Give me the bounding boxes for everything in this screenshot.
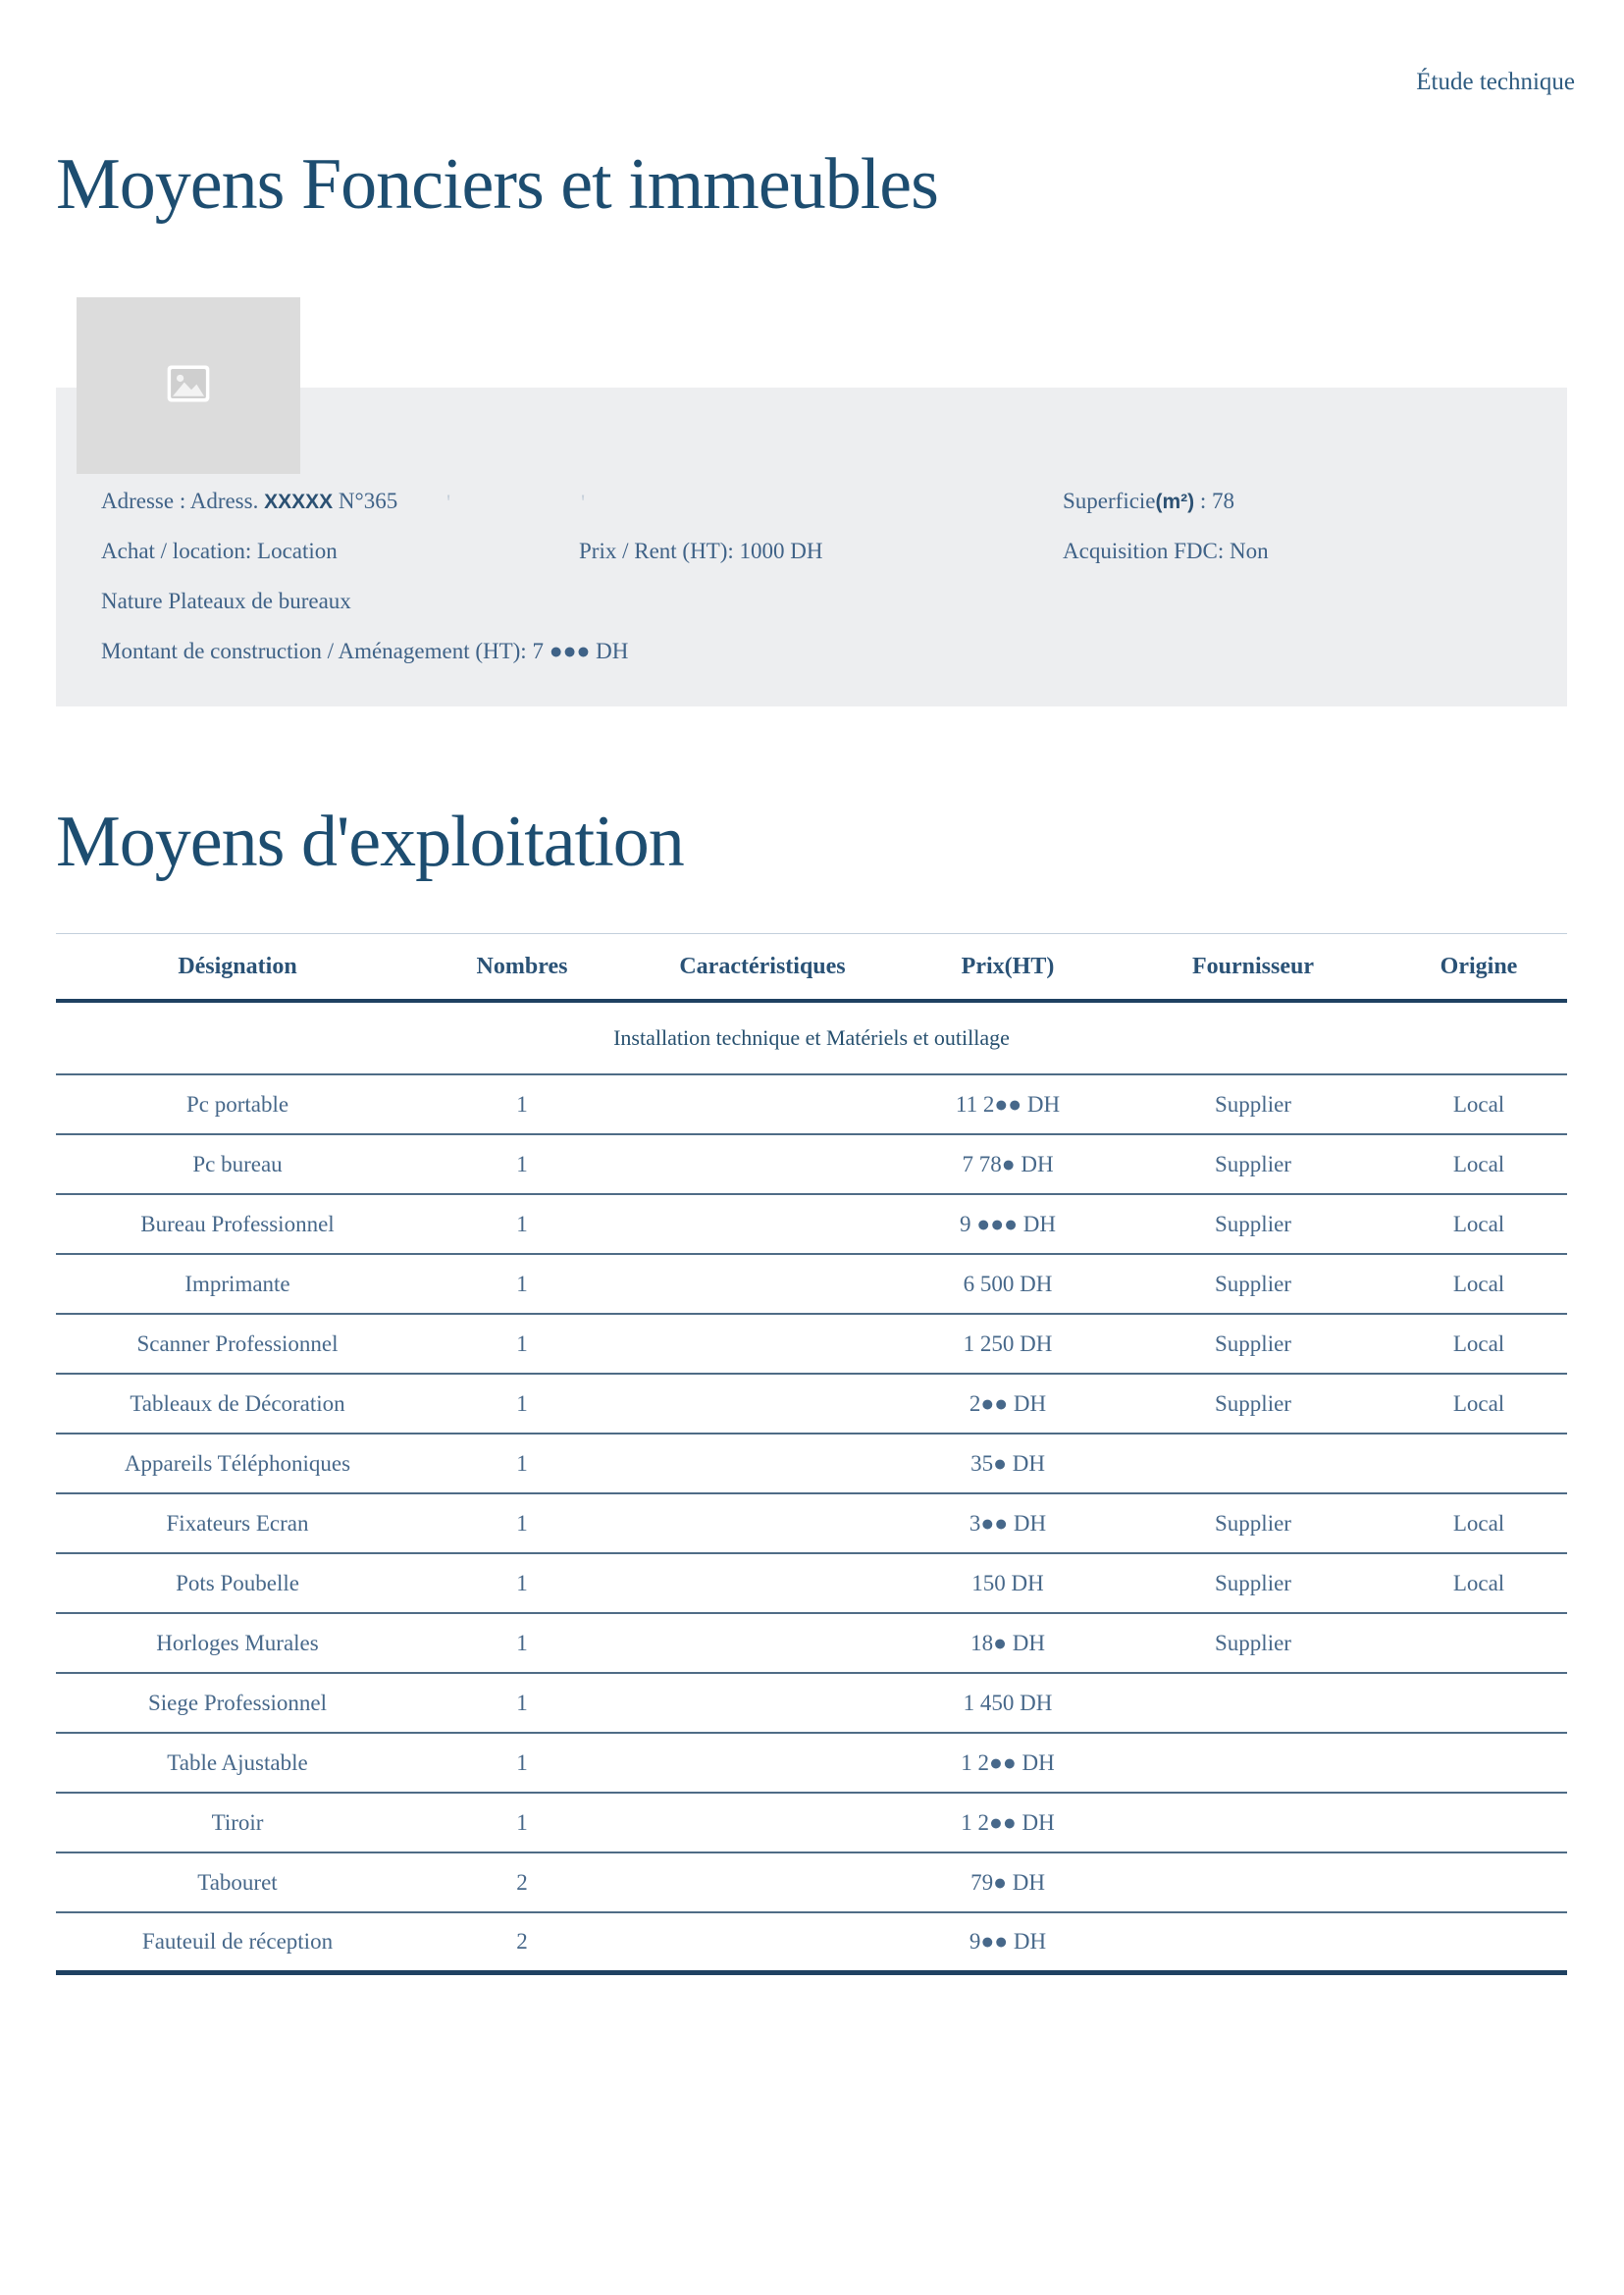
caracteristiques-cell: [625, 1134, 900, 1194]
nombres-cell: 1: [516, 1749, 528, 1775]
prix-header: Prix(HT): [961, 953, 1055, 979]
fournisseur-cell: Supplier: [1215, 1390, 1291, 1416]
prix-cell: 150 DH: [971, 1570, 1044, 1595]
fournisseur-cell: [1116, 1852, 1390, 1912]
caracteristiques-cell: [625, 1733, 900, 1793]
nombres-cell: 1: [516, 1450, 528, 1476]
property-image-placeholder: [77, 297, 300, 474]
prix-cell: 79● DH: [970, 1869, 1045, 1895]
origine-cell: Local: [1452, 1151, 1505, 1176]
origine-cell: Local: [1452, 1510, 1505, 1536]
document-type-label: Étude technique: [1416, 69, 1575, 95]
table-row: [56, 1314, 1567, 1374]
designation-cell: Appareils Téléphoniques: [124, 1450, 351, 1476]
nombres-cell: 1: [516, 1271, 528, 1296]
designation-cell: Pc portable: [185, 1091, 289, 1117]
nombres-cell: 1: [516, 1630, 528, 1655]
fournisseur-cell: Supplier: [1215, 1211, 1291, 1236]
origine-cell: Local: [1452, 1330, 1505, 1356]
caracteristiques-cell: [625, 1793, 900, 1852]
prix-cell: 7 78● DH: [962, 1151, 1054, 1176]
field-acquisition-fdc: Acquisition FDC: Non: [1063, 539, 1269, 563]
caracteristiques-cell: [625, 1493, 900, 1553]
prix-cell: 35● DH: [970, 1450, 1045, 1476]
prix-cell: 1 2●● DH: [961, 1809, 1055, 1835]
table-row: [56, 1134, 1567, 1194]
nombres-cell: 1: [516, 1091, 528, 1117]
adresse-redacted-value: XXXXX: [264, 491, 334, 513]
caracteristiques-cell: [625, 1374, 900, 1434]
table-row: [56, 1553, 1567, 1613]
ghost-mark: ': [581, 491, 586, 515]
fournisseur-cell: [1116, 1673, 1390, 1733]
origine-cell: Local: [1452, 1570, 1505, 1595]
nombres-cell: 1: [516, 1330, 528, 1356]
designation-cell: Table Ajustable: [167, 1749, 308, 1775]
designation-header: Désignation: [178, 953, 297, 979]
designation-cell: Scanner Professionnel: [136, 1330, 339, 1356]
nombres-cell: 2: [516, 1928, 528, 1954]
adresse-number: N°365: [338, 489, 398, 513]
fournisseur-cell: Supplier: [1215, 1570, 1291, 1595]
caracteristiques-cell: [625, 1673, 900, 1733]
nombres-cell: 1: [516, 1510, 528, 1536]
origine-cell: [1390, 1613, 1567, 1673]
caracteristiques-cell: [625, 1553, 900, 1613]
field-achat-location: Achat / location: Location: [101, 539, 338, 563]
field-prix-rent: Prix / Rent (HT): 1000 DH: [579, 539, 823, 563]
field-superficie: [1063, 489, 1234, 514]
broken-image-icon: [166, 364, 211, 408]
caracteristiques-cell: [625, 1314, 900, 1374]
prix-cell: 1 450 DH: [963, 1690, 1053, 1715]
table-row: [56, 1793, 1567, 1852]
fonciers-section-title: Moyens Fonciers et immeubles: [56, 144, 938, 225]
table-row: [56, 1613, 1567, 1673]
prix-cell: 9●● DH: [969, 1928, 1047, 1954]
prix-cell: 6 500 DH: [963, 1271, 1053, 1296]
exploitation-section-title: Moyens d'exploitation: [56, 802, 684, 882]
caracteristiques-cell: [625, 1074, 900, 1134]
table-row: [56, 1493, 1567, 1553]
table-row: [56, 1374, 1567, 1434]
table-row: [56, 1673, 1567, 1733]
fournisseur-cell: [1116, 1434, 1390, 1493]
field-adresse: [101, 489, 397, 514]
prix-cell: 11 2●● DH: [955, 1091, 1061, 1117]
nombres-cell: 1: [516, 1809, 528, 1835]
fournisseur-cell: Supplier: [1215, 1271, 1291, 1296]
origine-cell: Local: [1452, 1091, 1505, 1117]
caracteristiques-header: Caractéristiques: [679, 953, 846, 979]
nombres-cell: 1: [516, 1570, 528, 1595]
nombres-cell: 1: [516, 1211, 528, 1236]
designation-cell: Pc bureau: [192, 1151, 283, 1176]
origine-cell: [1390, 1852, 1567, 1912]
caracteristiques-cell: [625, 1613, 900, 1673]
designation-cell: Tabouret: [197, 1869, 278, 1895]
table-row: [56, 1254, 1567, 1314]
fournisseur-cell: [1116, 1793, 1390, 1852]
nombres-cell: 1: [516, 1690, 528, 1715]
adresse-label: Adresse : Adress.: [101, 489, 259, 513]
nombres-header: Nombres: [476, 953, 568, 979]
origine-cell: Local: [1452, 1211, 1505, 1236]
designation-cell: Fauteuil de réception: [141, 1928, 334, 1954]
table-row: [56, 1733, 1567, 1793]
table-group-row: [56, 1001, 1567, 1074]
superficie-unit: (m²): [1155, 491, 1195, 513]
table-row: [56, 1912, 1567, 1972]
fournisseur-cell: Supplier: [1215, 1510, 1291, 1536]
designation-cell: Pots Poubelle: [176, 1570, 299, 1595]
origine-cell: [1390, 1912, 1567, 1972]
caracteristiques-cell: [625, 1254, 900, 1314]
prix-cell: 3●● DH: [969, 1510, 1047, 1536]
fournisseur-cell: Supplier: [1215, 1091, 1291, 1117]
origine-cell: Local: [1452, 1390, 1505, 1416]
prix-cell: 2●● DH: [969, 1390, 1047, 1416]
nombres-cell: 2: [516, 1869, 528, 1895]
designation-cell: Siege Professionnel: [147, 1690, 328, 1715]
table-row: [56, 1852, 1567, 1912]
caracteristiques-cell: [625, 1194, 900, 1254]
fournisseur-cell: [1116, 1733, 1390, 1793]
superficie-label: Superficie: [1063, 489, 1156, 513]
prix-cell: 1 250 DH: [963, 1330, 1053, 1356]
exploitation-table: [56, 933, 1567, 1975]
table-group-label: Installation technique et Matériels et outillage: [56, 1001, 1567, 1074]
fournisseur-cell: Supplier: [1215, 1151, 1291, 1176]
prix-cell: 18● DH: [970, 1630, 1045, 1655]
fournisseur-cell: Supplier: [1215, 1630, 1291, 1655]
fournisseur-cell: [1116, 1912, 1390, 1972]
table-header-row: [56, 934, 1567, 1002]
designation-cell: Imprimante: [184, 1271, 290, 1296]
exploitation-table-wrap: [56, 933, 1567, 1975]
designation-cell: Tableaux de Décoration: [130, 1390, 345, 1416]
origine-cell: [1390, 1793, 1567, 1852]
nombres-cell: 1: [516, 1390, 528, 1416]
designation-cell: Tiroir: [211, 1809, 264, 1835]
field-nature: Nature Plateaux de bureaux: [101, 589, 351, 613]
fournisseur-header: Fournisseur: [1191, 953, 1314, 979]
caracteristiques-cell: [625, 1852, 900, 1912]
table-row: [56, 1074, 1567, 1134]
designation-cell: Horloges Murales: [156, 1630, 319, 1655]
prix-cell: 1 2●● DH: [961, 1749, 1055, 1775]
nombres-cell: 1: [516, 1151, 528, 1176]
prix-cell: 9 ●●● DH: [960, 1211, 1056, 1236]
table-row: [56, 1194, 1567, 1254]
caracteristiques-cell: [625, 1434, 900, 1493]
table-body: [56, 1001, 1567, 1972]
caracteristiques-cell: [625, 1912, 900, 1972]
field-montant-construction: Montant de construction / Aménagement (HT): 7 ●●● DH: [101, 639, 629, 663]
superficie-value: : 78: [1199, 489, 1235, 513]
origine-cell: [1390, 1434, 1567, 1493]
origine-header: Origine: [1440, 953, 1518, 979]
fournisseur-cell: Supplier: [1215, 1330, 1291, 1356]
origine-cell: [1390, 1673, 1567, 1733]
designation-cell: Bureau Professionnel: [140, 1211, 335, 1236]
table-row: [56, 1434, 1567, 1493]
ghost-mark: ': [446, 491, 451, 515]
designation-cell: Fixateurs Ecran: [166, 1510, 309, 1536]
origine-cell: Local: [1452, 1271, 1505, 1296]
origine-cell: [1390, 1733, 1567, 1793]
